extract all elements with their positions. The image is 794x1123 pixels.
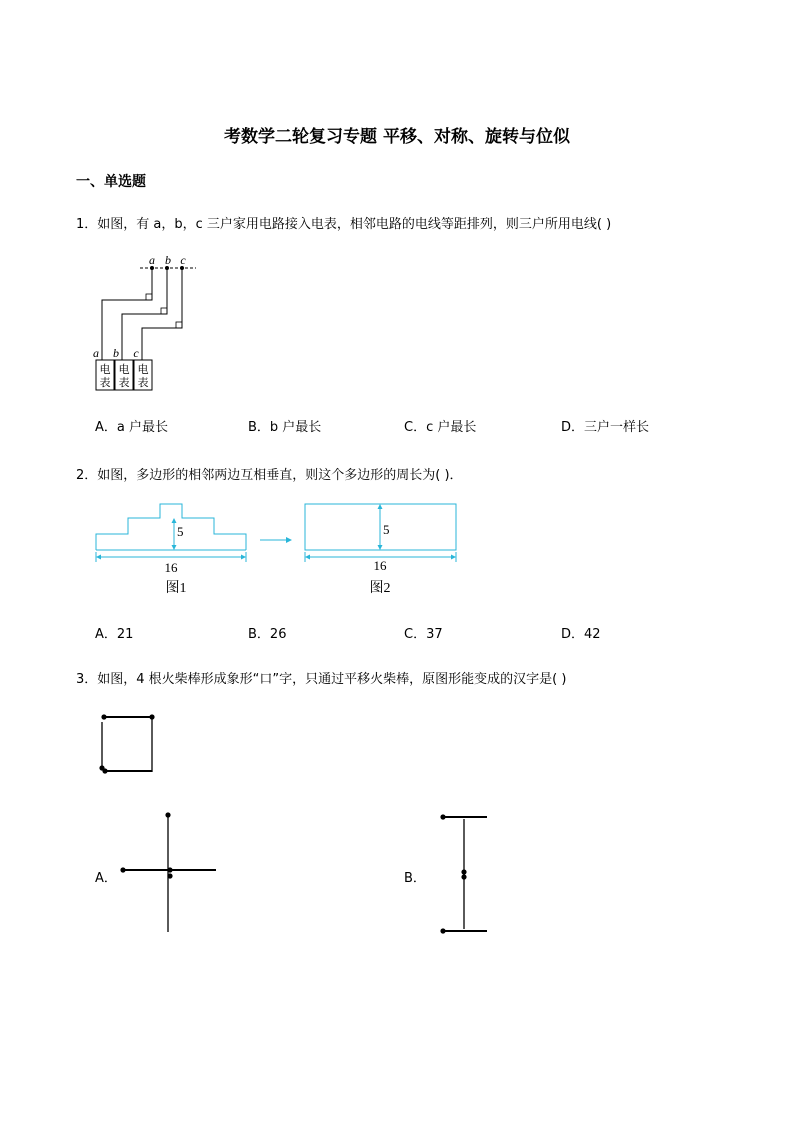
q3-option-b[interactable]: B． — [404, 871, 426, 886]
q1-option-c[interactable]: C．c 户最长 — [404, 420, 477, 435]
question-1-stem: 1．如图，有 a，b，c 三户家用电路接入电表，相邻电路的电线等距排列，则三户所用电线( ) — [76, 217, 612, 232]
q1-option-a[interactable]: A．a 户最长 — [95, 420, 168, 435]
top-label-a: a — [149, 253, 155, 267]
page-title: 考数学二轮复习专题 平移、对称、旋转与位似 — [224, 127, 570, 147]
top-label-b: b — [165, 253, 171, 267]
question-3-stem: 3．如图，4 根火柴棒形成象形“口”字，只通过平移火柴棒，原图形能变成的汉字是( ) — [76, 672, 567, 687]
question-2-stem: 2．如图，多边形的相邻两边互相垂直，则这个多边形的周长为( )． — [76, 468, 463, 483]
meter-b-text-1: 电 — [118, 364, 130, 376]
stepped-polygon — [96, 504, 246, 550]
question-1-figure — [88, 248, 208, 393]
fig1-caption: 图1 — [165, 581, 187, 596]
section-heading: 一、单选题 — [76, 174, 146, 190]
width-label-1: 16 — [164, 560, 178, 575]
meter-a-text-2: 表 — [99, 377, 111, 389]
bottom-label-c: c — [133, 346, 139, 360]
right-angle-mark — [161, 308, 167, 314]
meter-c-text-1: 电 — [137, 364, 149, 376]
right-angle-mark — [176, 322, 182, 328]
q1-option-d[interactable]: D．三户一样长 — [561, 420, 650, 435]
q2-option-b[interactable]: B．26 — [248, 627, 287, 642]
q3-option-a-figure — [118, 808, 220, 936]
width-label-2: 16 — [373, 558, 387, 573]
q3-option-a[interactable]: A． — [95, 871, 117, 886]
right-angle-mark — [146, 294, 152, 300]
meter-c-text-2: 表 — [137, 377, 149, 389]
meter-a-text-1: 电 — [99, 364, 111, 376]
wire-b — [122, 268, 167, 360]
q2-option-a[interactable]: A．21 — [95, 627, 134, 642]
height-label-1: 5 — [177, 524, 184, 539]
height-label-2: 5 — [383, 522, 390, 537]
top-label-c: c — [180, 253, 186, 267]
meter-b-text-2: 表 — [118, 377, 130, 389]
fig2-caption: 图2 — [369, 581, 391, 596]
question-2-figure — [90, 498, 470, 600]
q2-option-d[interactable]: D．42 — [561, 627, 601, 642]
q1-option-b[interactable]: B．b 户最长 — [248, 420, 322, 435]
q3-option-b-figure — [436, 810, 492, 938]
bottom-label-a: a — [93, 346, 99, 360]
q2-option-c[interactable]: C．37 — [404, 627, 443, 642]
bottom-label-b: b — [113, 346, 119, 360]
matchstick-kou-figure — [96, 710, 160, 776]
